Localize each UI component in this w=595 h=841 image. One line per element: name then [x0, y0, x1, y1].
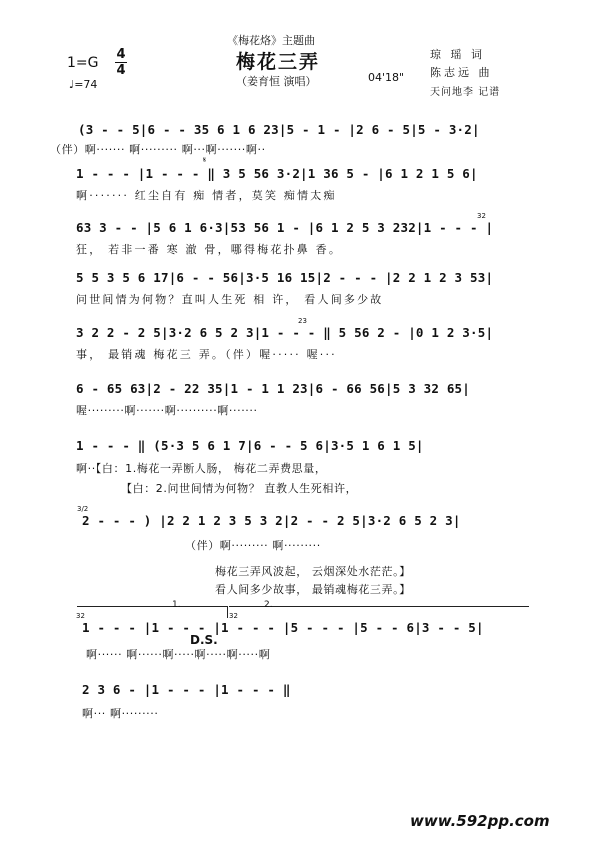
lyrics-line-4: 问世间情为何物？直叫人生死 相 许， 看人间多少故 [76, 293, 384, 306]
tempo: ♩=74 [69, 78, 98, 91]
grace-note-32: 32 [477, 212, 486, 220]
watermark: www.592pp.com [410, 812, 550, 830]
grace-note-32-c: 32 [229, 612, 238, 620]
notation-line-2: 1 - - - |1 - - - ‖ 3 5 56 3·2|1 36 5 - |6 1 2 1 5 6| [76, 166, 478, 181]
singer: （姜育恒 演唱） [236, 75, 317, 88]
composer: 陈志远 曲 [430, 66, 493, 79]
grace-note-3-2: 3/2 [77, 505, 89, 513]
volta-1-end [227, 606, 228, 618]
time-sig-bottom: 4 [116, 63, 126, 78]
lyrics-line-8: （伴）啊········· 啊········· [185, 539, 321, 552]
notation-line-6: 6 - 65 63|2 - 22 35|1 - 1 1 23|6 - 66 56|5 3 32 65| [76, 381, 471, 396]
lyrics-line-9a: 梅花三弄风波起， 云烟深处水茫茫。】 [215, 565, 411, 578]
notation-line-4: 5 5 3 5 6 17|6 - - 56|3·5 16 15|2 - - - |2 2 1 2 3 53| [76, 270, 494, 285]
lyrics-line-6: 喔·········啊·······啊··········啊······· [76, 404, 258, 417]
lyricist: 琼 瑶 词 [430, 48, 485, 61]
notation-line-3: 63 3 - - |5 6 1 6·3|53 56 1 - |6 1 2 5 3 232|1 - - - | [76, 220, 494, 235]
transcriber: 天问地李 记谱 [430, 87, 501, 98]
lyrics-line-11: 啊··· 啊········· [82, 707, 159, 720]
lyrics-line-3: 狂， 若非一番 寒 澈 骨，哪得梅花扑鼻 香。 [76, 243, 343, 256]
lyrics-line-10: 啊······ 啊······啊·····啊·····啊·····啊 [86, 648, 271, 661]
volta-1-label: 1. [172, 600, 181, 610]
lyrics-line-2: 啊······· 红尘自有 痴 情者，莫笑 痴情太痴 [76, 189, 337, 202]
grace-note-23: 23 [298, 317, 307, 325]
grace-note-32-b: 32 [76, 612, 85, 620]
key-signature: 1=G [67, 55, 99, 71]
notation-line-5: 3 2 2 - 2 5|3·2 6 5 2 3|1 - - - ‖ 5 56 2 - |0 1 2 3·5| [76, 325, 494, 340]
lyrics-line-9b: 看人间多少故事， 最销魂梅花三弄。】 [215, 583, 411, 596]
lyrics-line-5: 事， 最销魂 梅花三 弄。（伴）喔····· 喔··· [76, 348, 337, 361]
notation-line-7: 1 - - - ‖ (5·3 5 6 1 7|6 - - 5 6|3·5 1 6 1 5| [76, 438, 424, 453]
time-signature [115, 48, 127, 77]
subtitle: 《梅花烙》主题曲 [227, 34, 315, 47]
notation-line-11: 2 3 6 - |1 - - - |1 - - - ‖ [82, 682, 291, 697]
notation-line-1: (3 - - 5|6 - - 35 6 1 6 23|5 - 1 - |2 6 - 5|5 - 3·2| [78, 122, 480, 137]
notation-line-8: 2 - - - ) |2 2 1 2 3 5 3 2|2 - - 2 5|3·2 6 5 2 3| [82, 513, 461, 528]
lyrics-line-7a: 啊··【白：1.梅花一弄断人肠， 梅花二弄费思量， [76, 462, 327, 475]
duration: 04'18" [368, 71, 405, 84]
notation-line-10: 1 - - - |1 - - - |1 - - - |5 - - - |5 - - 6|3 - - 5| [82, 620, 484, 635]
lyrics-line-7b: 【白：2.问世间情为何物？ 直教人生死相许， [121, 482, 358, 495]
ds-marking: D.S. [190, 633, 218, 647]
volta-1-bracket [77, 606, 227, 607]
volta-2-label: 2. [264, 600, 273, 610]
page-title: 梅花三弄 [236, 51, 321, 73]
lyrics-line-1: （伴）啊······· 啊········· 啊···啊·······啊·· [50, 143, 266, 156]
segno-icon: 𝄋 [203, 156, 207, 164]
volta-2-bracket [229, 606, 529, 607]
time-sig-top: 4 [116, 47, 126, 62]
